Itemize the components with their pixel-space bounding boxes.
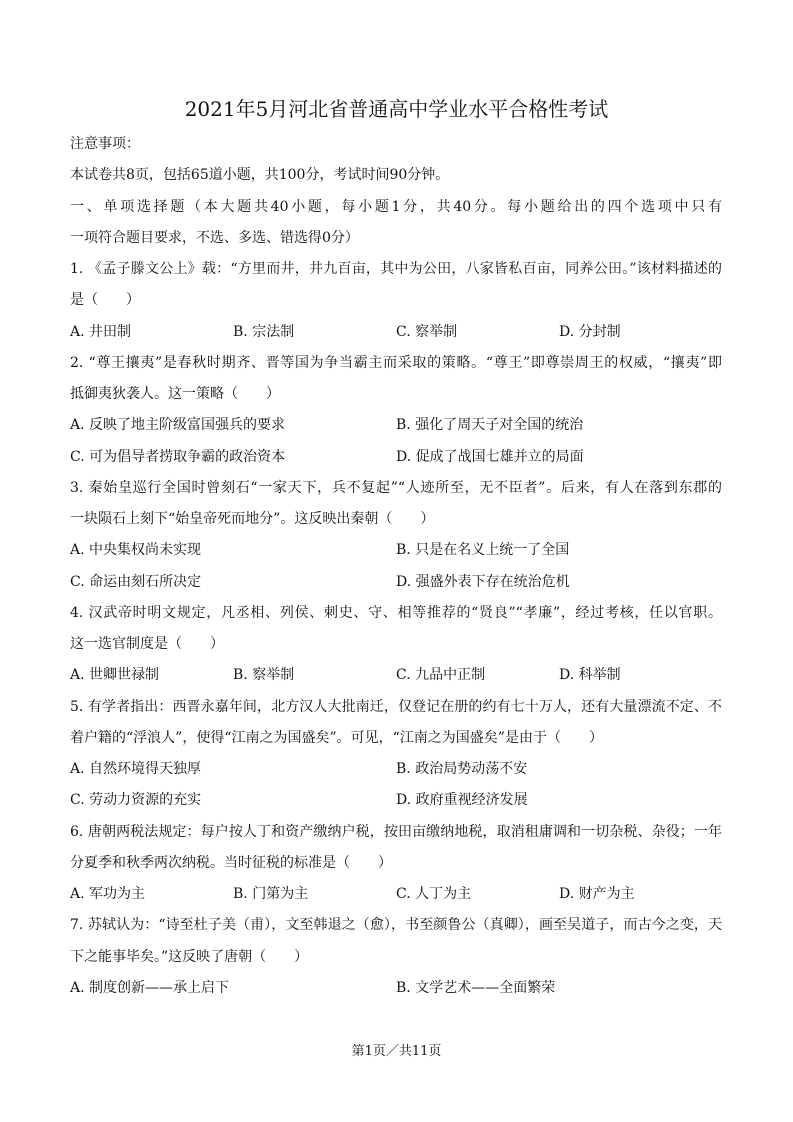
section-heading-line: 一、单项选择题（本大题共40小题，每小题1分，共40分。每小题给出的四个选项中只有 [70,198,722,215]
question-3 [70,473,722,598]
answer-option-d: D. 政府重视经济发展 [396,792,528,809]
question-stem-line: 4. 汉武帝时明文规定，凡丞相、列侯、刺史、守、相等推荐的“贤良”“孝廉”，经过考核，任以官职。 [70,604,722,621]
answer-option-d: D. 分封制 [559,323,621,340]
question-stem-line: 这一选官制度是（ ） [70,636,224,652]
question-stem-line: 3. 秦始皇巡行全国时曾刻石“一家天下，兵不复起”“人迹所至，无不臣者”。后来，有人在落到东郡的 [70,479,722,496]
question-6 [70,817,722,911]
question-5 [70,692,722,817]
question-stem-line: 下之能事毕矣。”这反映了唐朝（ ） [70,948,309,965]
question-stem-line: 是（ ） [70,292,140,309]
answer-option-a: A. 军功为主 [70,886,146,902]
question-stem-line: 1. 《孟子滕文公上》载：“方里而井，井九百亩，其中为公田，八家皆私百亩，同养公田。”该材料描述的 [70,261,722,277]
section-heading-line: 一项符合题目要求，不选、多选、错选得0分） [70,229,359,246]
notice-heading: 注意事项： [70,136,140,152]
answer-option-b: B. 只是在名义上统一了全国 [396,542,570,559]
exam-title: 2021年5月河北省普通高中学业水平合格性考试 [184,97,609,121]
option-row [70,317,722,348]
question-stem-line: 一块陨石上刻下“始皇帝死而地分”。这反映出秦朝（ ） [70,511,435,527]
answer-option-d: D. 财产为主 [559,886,635,902]
question-7 [70,910,722,1004]
answer-option-a: A. 反映了地主阶级富国强兵的要求 [70,417,286,434]
question-2 [70,348,722,473]
question-stem-line: 2. “尊王攘夷”是春秋时期齐、晋等国为争当霸主而采取的策略。“尊王”即尊崇周王的权威，“攘夷”即 [70,354,722,371]
option-row [70,535,722,566]
answer-option-d: D. 促成了战国七雄并立的局面 [396,448,584,465]
answer-option-a: A. 中央集权尚未实现 [70,542,202,559]
answer-option-d: D. 科举制 [559,667,621,684]
question-1 [70,254,722,348]
notice-text: 本试卷共8页，包括65道小题，共100分，考试时间90分钟。 [70,167,450,184]
answer-option-b: B. 门第为主 [233,886,309,902]
answer-option-b: B. 文学艺术——全面繁荣 [396,979,556,996]
answer-option-b: B. 宗法制 [233,323,295,340]
answer-option-c: C. 人丁为主 [396,886,472,902]
answer-option-b: B. 政治局势动荡不安 [396,761,528,777]
answer-option-c: C. 可为倡导者捞取争霸的政治资本 [70,448,286,465]
option-row [70,879,722,910]
page-footer: 第1页／共11页 [351,1044,442,1059]
option-row [70,567,722,598]
question-stem-line: 抵御夷狄袭人。这一策略（ ） [70,386,280,402]
option-row [70,754,722,785]
question-stem-line: 6. 唐朝两税法规定：每户按人丁和资产缴纳户税，按田亩缴纳地税，取消租庸调和一切杂税、杂役；一年 [70,823,722,840]
option-row [70,410,722,441]
answer-option-b: B. 察举制 [233,667,295,684]
question-stem-line: 5. 有学者指出：西晋永嘉年间，北方汉人大批南迁，仅登记在册的约有七十万人，还有大量漂流不定、不 [70,698,722,715]
question-stem-line: 着户籍的“浮浪人”，使得“江南之为国盛矣”。可见，“江南之为国盛矣”是由于（ ） [70,729,603,746]
answer-option-a: A. 世卿世禄制 [70,667,160,684]
option-row [70,973,722,1004]
question-list [70,254,722,1004]
answer-option-a: A. 自然环境得天独厚 [70,761,202,777]
answer-option-c: C. 九品中正制 [396,667,486,684]
answer-option-c: C. 劳动力资源的充实 [70,792,202,809]
question-4 [70,598,722,692]
answer-option-b: B. 强化了周天子对全国的统治 [396,417,584,434]
answer-option-d: D. 强盛外表下存在统治危机 [396,573,570,590]
exam-content [70,129,722,1004]
answer-option-c: C. 命运由刻石所决定 [70,573,202,590]
question-stem-line: 分夏季和秋季两次纳税。当时征税的标准是（ ） [70,854,392,871]
answer-option-a: A. 井田制 [70,323,132,340]
answer-option-a: A. 制度创新——承上启下 [70,979,230,996]
answer-option-c: C. 察举制 [396,323,458,340]
option-row [70,785,722,816]
option-row [70,660,722,691]
option-row [70,442,722,473]
question-stem-line: 7. 苏轼认为：“诗至杜子美（甫），文至韩退之（愈），书至颜鲁公（真卿），画至吴道子，而古今之变，天 [70,917,722,934]
